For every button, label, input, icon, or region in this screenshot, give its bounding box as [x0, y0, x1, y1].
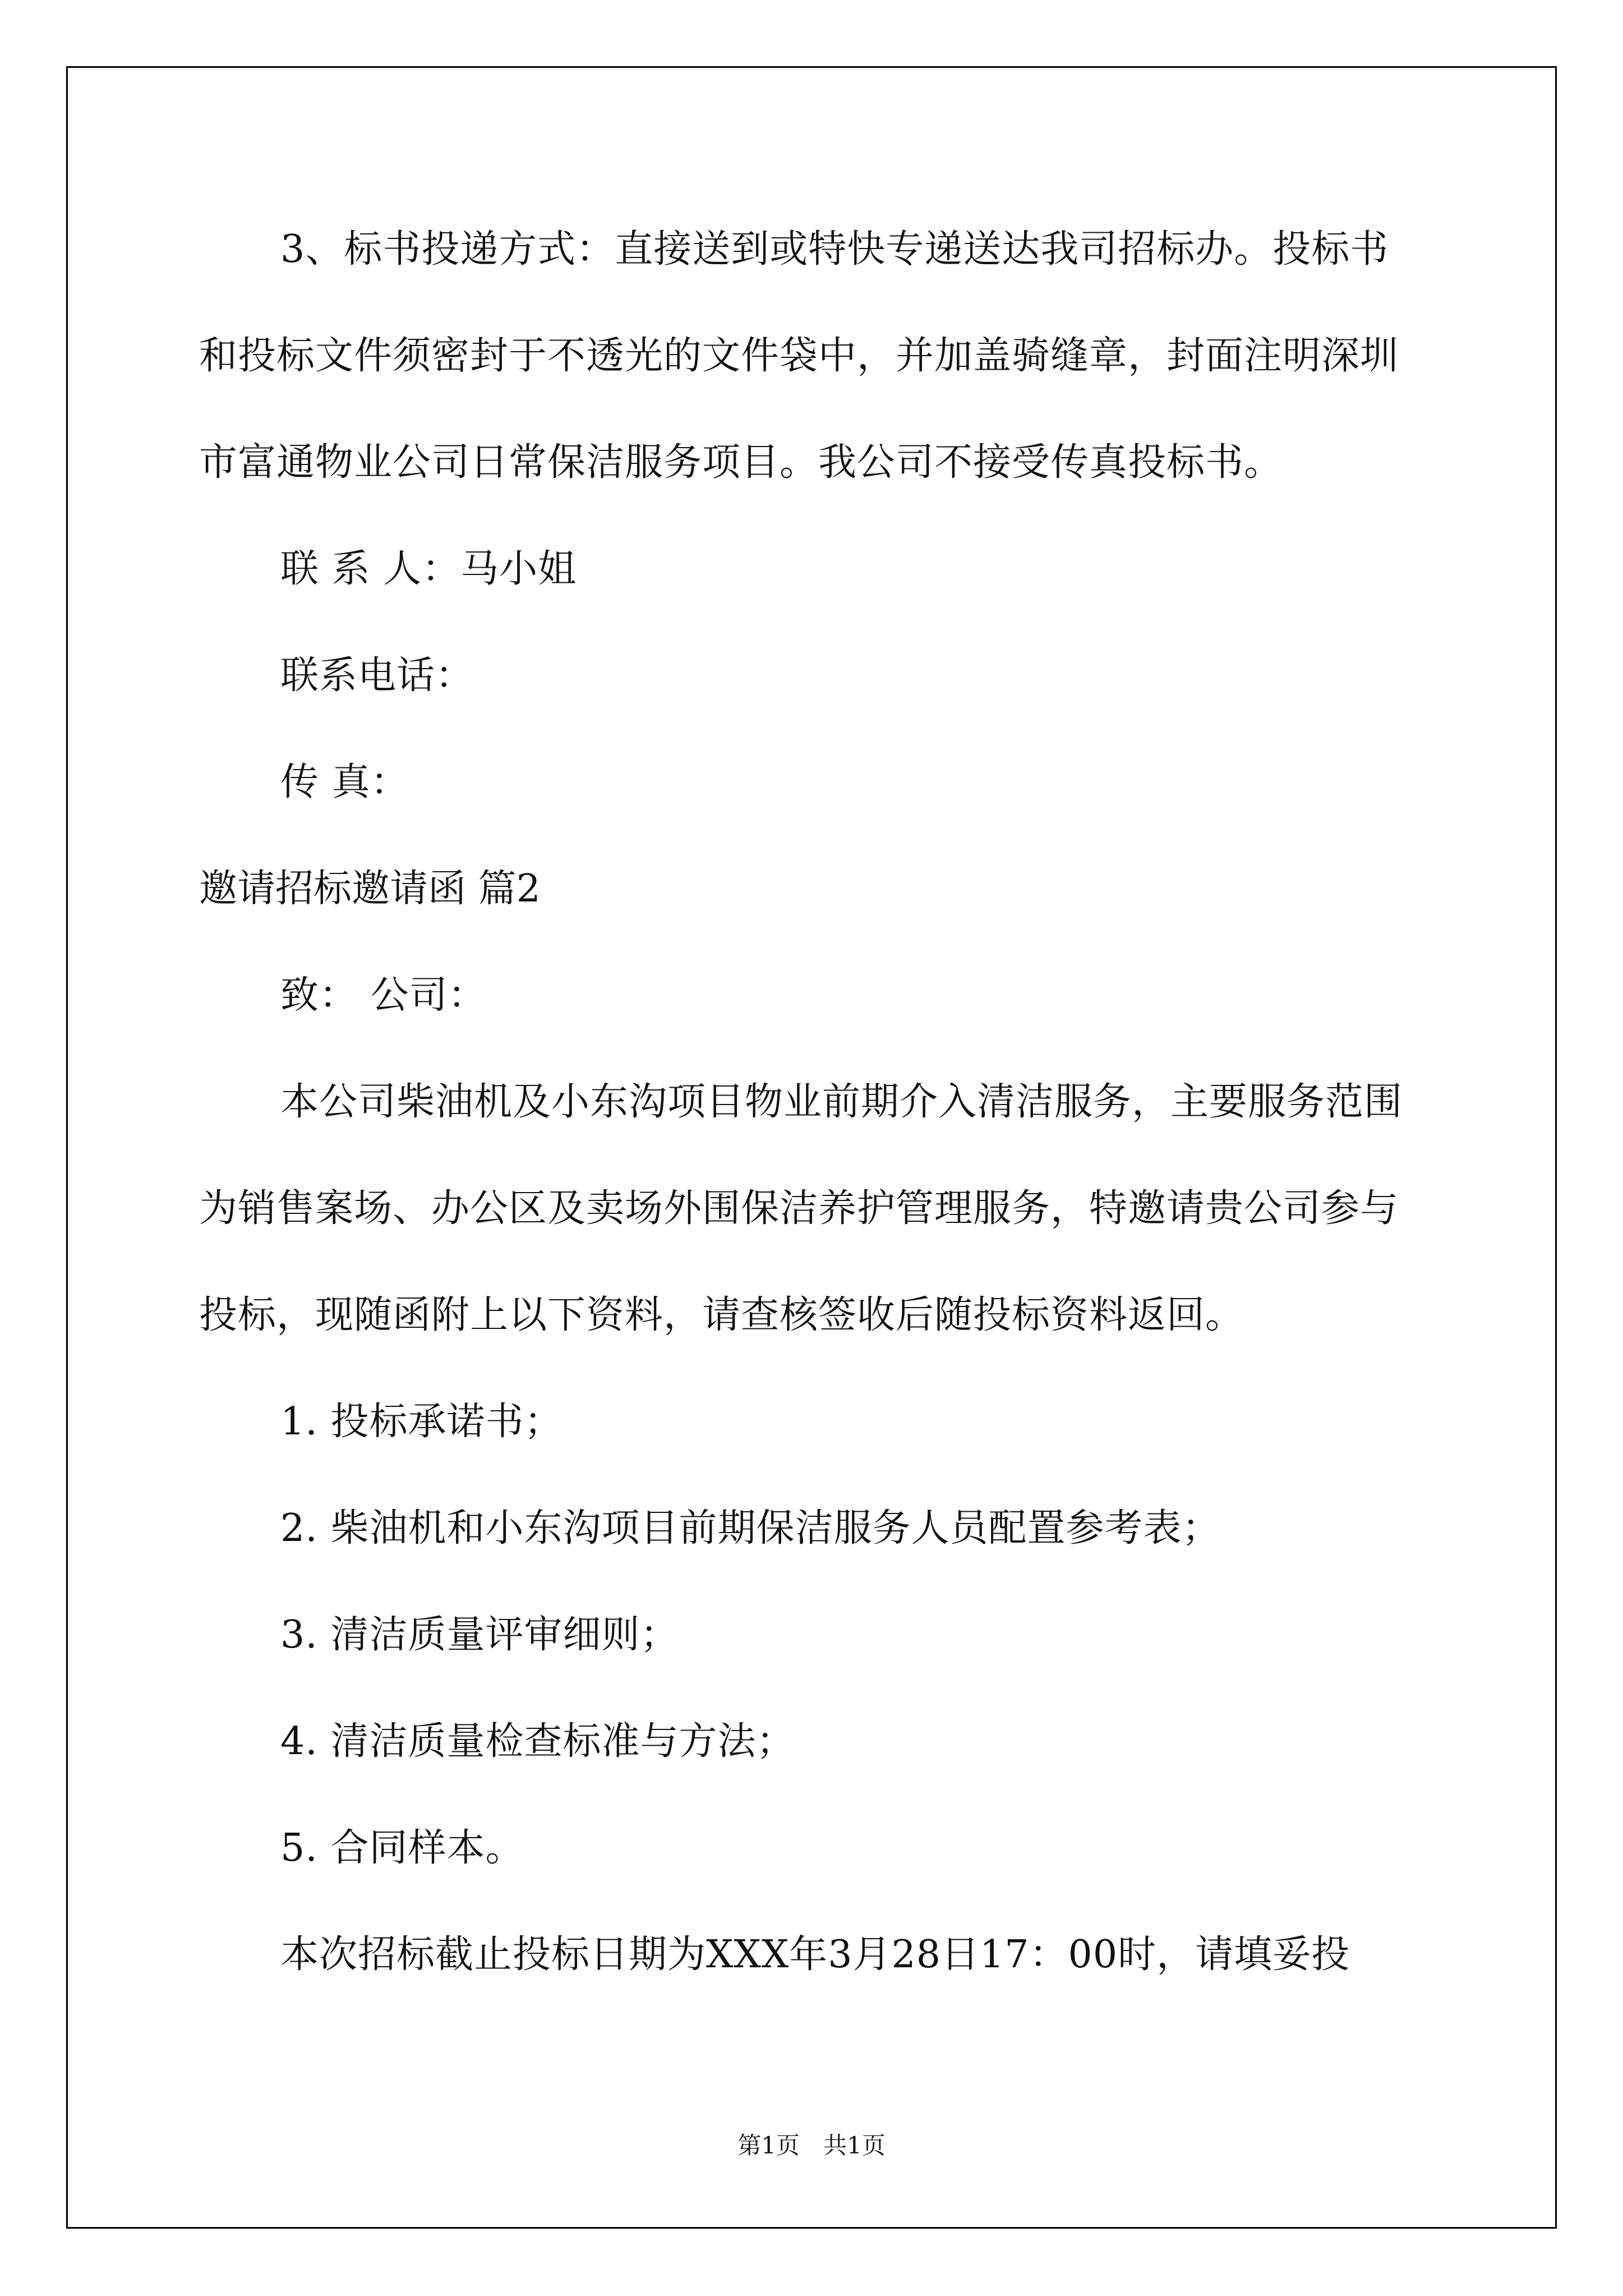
paragraph-contact-person: 联 系 人：马小姐 — [280, 547, 577, 591]
document-body — [199, 196, 1422, 2008]
paragraph-delivery-method: 3、标书投递方式：直接送到或特快专递送达我司招标办。投标书和投标文件须密封于不透光的文件袋中，并加盖骑缝章，封面注明深圳市富通物业公司日常保洁服务项目。我公司不接受传真投标书。 — [199, 227, 1399, 485]
list-item: 5. 合同样本。 — [280, 1826, 524, 1870]
list-item: 2. 柴油机和小东沟项目前期保洁服务人员配置参考表； — [280, 1506, 1221, 1550]
paragraph-deadline: 本次招标截止投标日期为XXX年3月28日17：00时，请填妥投 — [280, 1932, 1350, 1977]
section-title: 邀请招标邀请函 篇2 — [199, 867, 541, 911]
paragraph-intro: 本公司柴油机及小东沟项目物业前期介入清洁服务，主要服务范围为销售案场、办公区及卖场外围保洁养护管理服务，特邀请贵公司参与投标，现随函附上以下资料，请查核签收后随投标资料返回。 — [199, 1080, 1403, 1337]
list-item: 1. 投标承诺书； — [280, 1400, 563, 1444]
list-item: 4. 清洁质量检查标准与方法； — [280, 1719, 795, 1764]
paragraph-fax: 传 真： — [280, 760, 409, 804]
paragraph-addressee: 致： 公司： — [280, 973, 487, 1018]
paragraph-contact-phone: 联系电话： — [280, 654, 474, 698]
list-item: 3. 清洁质量评审细则； — [280, 1613, 679, 1657]
page-footer: 第1页 共1页 — [737, 2132, 886, 2159]
